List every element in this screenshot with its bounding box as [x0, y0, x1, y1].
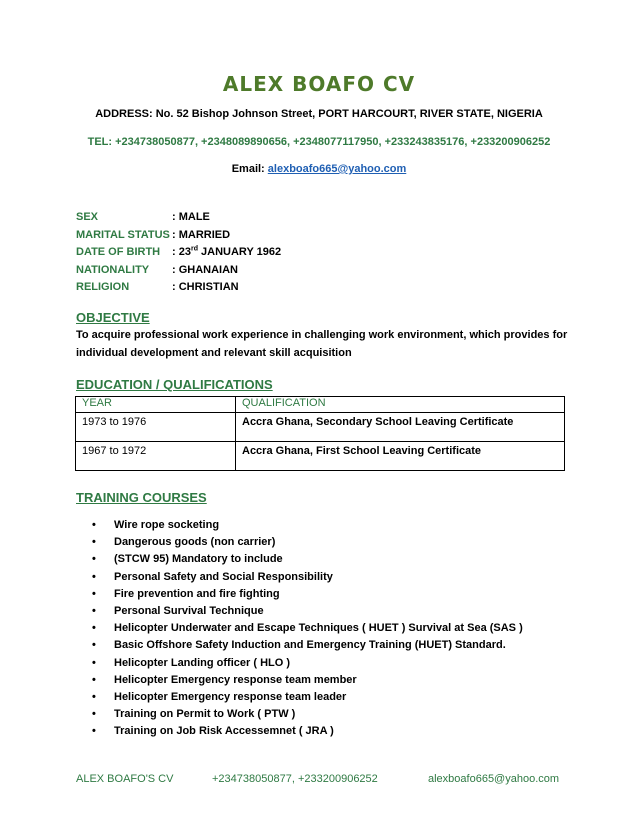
list-item-text: Helicopter Emergency response team member [114, 673, 357, 686]
list-item [92, 674, 523, 691]
list-item [92, 708, 523, 725]
religion-label: RELIGION [76, 281, 130, 293]
list-item [92, 588, 523, 605]
bullet-icon: • [92, 587, 96, 600]
dob-suffix-sup: rd [190, 245, 198, 253]
nationality-value: : GHANAIAN [172, 263, 238, 276]
footer-name: ALEX BOAFO'S CV [76, 773, 174, 785]
list-item [92, 519, 523, 536]
list-item [92, 725, 523, 742]
table-cell-qualification: Accra Ghana, Secondary School Leaving Certificate [236, 413, 565, 442]
list-item-text: Helicopter Landing officer ( HLO ) [114, 656, 291, 669]
objective-heading: OBJECTIVE [76, 310, 150, 325]
list-item-text: Dangerous goods (non carrier) [114, 536, 276, 549]
bullet-icon: • [92, 570, 96, 583]
telephone-line: TEL: +234738050877, +2348089890656, +2348077117950, +233243835176, +233200906252 [87, 136, 551, 148]
list-item-text: Personal Safety and Social Responsibility [114, 570, 333, 583]
list-item [92, 622, 523, 639]
list-item-text: Fire prevention and fire fighting [114, 587, 280, 600]
list-item [92, 536, 523, 553]
bullet-icon: • [92, 656, 96, 669]
table-cell-year: 1967 to 1972 [76, 442, 236, 471]
bullet-icon: • [92, 519, 96, 531]
list-item [92, 691, 523, 708]
list-item-text: Training on Permit to Work ( PTW ) [114, 708, 296, 721]
bullet-icon: • [92, 622, 96, 635]
list-item [92, 571, 523, 588]
bullet-icon: • [92, 639, 96, 652]
table-row [76, 413, 565, 442]
training-list [92, 519, 523, 742]
marital-status-label: MARITAL STATUS [76, 228, 170, 241]
bullet-icon: • [92, 536, 96, 549]
religion-value: : CHRISTIAN [172, 281, 239, 293]
list-item-text: Basic Offshore Safety Induction and Emergency Training (HUET) Standard. [114, 639, 506, 652]
education-heading: EDUCATION / QUALIFICATIONS [76, 377, 273, 392]
list-item-text: Helicopter Emergency response team leader [114, 690, 347, 703]
dob-month-year: JANUARY 1962 [197, 246, 282, 258]
email-line [0, 163, 638, 175]
table-cell-year: 1973 to 1976 [76, 413, 236, 442]
list-item [92, 657, 523, 674]
table-cell-qualification: Accra Ghana, First School Leaving Certificate [236, 442, 565, 471]
bullet-icon: • [92, 690, 96, 703]
bullet-icon: • [92, 604, 96, 617]
email-label: Email: [231, 163, 268, 175]
list-item-text: Helicopter Underwater and Escape Techniques ( HUET ) Survival at Sea (SAS ) [114, 622, 523, 635]
list-item [92, 605, 523, 622]
nationality-label: NATIONALITY [76, 263, 150, 276]
bullet-icon: • [92, 673, 96, 686]
email-link[interactable]: alexboafo665@yahoo.com [267, 163, 407, 175]
list-item-text: Training on Job Risk Accessemnet ( JRA ) [114, 725, 334, 738]
footer-phones: +234738050877, +233200906252 [212, 773, 378, 785]
list-item [92, 639, 523, 656]
sex-label: SEX [76, 211, 99, 223]
training-heading: TRAINING COURSES [76, 490, 207, 505]
date-of-birth-value [172, 246, 281, 258]
objective-text: To acquire professional work experience in challenging work environment, which provides for individual development and relevant skill acquisition [76, 329, 568, 359]
marital-status-value: : MARRIED [172, 228, 231, 241]
dob-prefix: : 23 [172, 246, 191, 258]
education-table [75, 396, 565, 471]
address-line: ADDRESS: No. 52 Bishop Johnson Street, PORT HARCOURT, RIVER STATE, NIGERIA [95, 108, 543, 120]
list-item-text: (STCW 95) Mandatory to include [114, 553, 283, 566]
bullet-icon: • [92, 553, 96, 566]
bullet-icon: • [92, 725, 96, 738]
bullet-icon: • [92, 708, 96, 721]
table-row [76, 442, 565, 471]
list-item [92, 553, 523, 570]
date-of-birth-label: DATE OF BIRTH [76, 246, 161, 258]
sex-value: : MALE [172, 211, 210, 223]
table-header-row [76, 397, 565, 413]
list-item-text: Personal Survival Technique [114, 604, 264, 617]
column-header-year: YEAR [76, 397, 236, 413]
list-item-text: Wire rope socketing [114, 519, 220, 531]
footer-email: alexboafo665@yahoo.com [428, 773, 560, 785]
cv-title: ALEX BOAFO CV [222, 72, 416, 96]
column-header-qualification: QUALIFICATION [236, 397, 565, 413]
